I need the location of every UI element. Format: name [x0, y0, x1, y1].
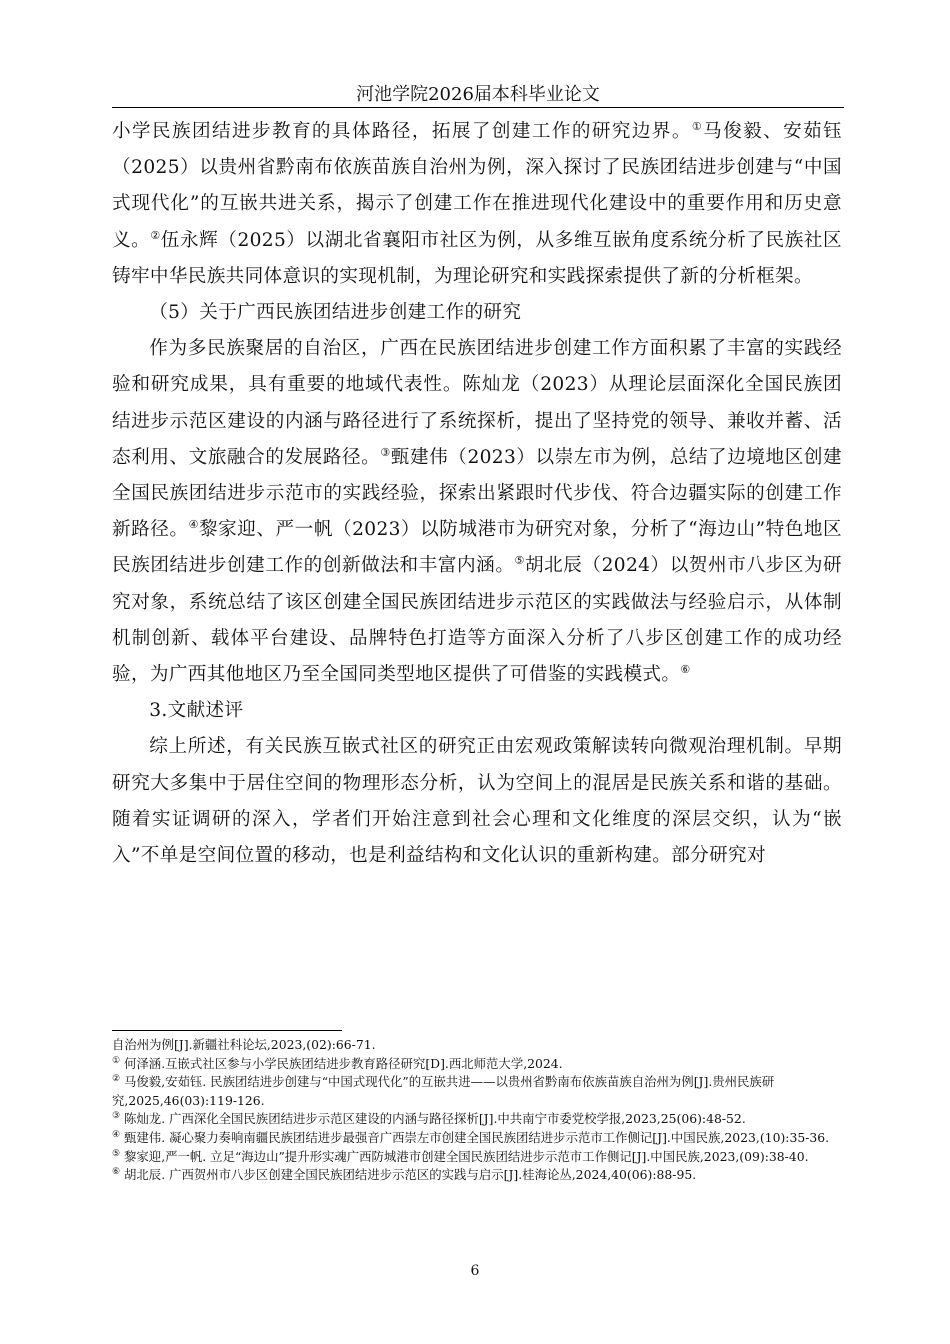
- page-number: 6: [470, 1263, 480, 1279]
- header-rule: [112, 107, 844, 108]
- footnote-mark: ②: [112, 1074, 121, 1085]
- paragraph: [112, 331, 842, 693]
- paragraph-text: 马俊毅、安茹钰（2025）以贵州省黔南布依族苗族自治州为例，深入探讨了民族团结进步创建与“中国式现代化”的互嵌共进关系，揭示了创建工作在推进现代化建设中的重要作用和历史意义。: [112, 121, 842, 251]
- paragraph-text: 黎家迎、严一帆（2023）以防城港市为研究对象，分析了“海边山”特色地区民族团结进步创建工作的创新做法和丰富内涵。: [112, 519, 842, 577]
- footnote-text: 甄建伟. 凝心聚力奏响南疆民族团结进步最强音广西崇左市创建全国民族团结进步示范市工作侧记[J].中国民族,2023,(10):35-36.: [120, 1129, 830, 1145]
- footnote-ref[interactable]: ②: [150, 228, 161, 242]
- paragraph-text: 作为多民族聚居的自治区，广西在民族团结进步创建工作方面积累了丰富的实践经验和研究成果，具有重要的地域代表性。陈灿龙（2023）从理论层面深化全国民族团结进步示范区建设的内涵与路径进行了系统探析，提出了坚持党的领导、兼收并蓄、活态利用、文旅融合的发展路径。: [112, 338, 842, 468]
- footnote-item: [112, 1148, 842, 1167]
- footnote-ref[interactable]: ①: [691, 119, 704, 133]
- footnote-mark: ③: [112, 1111, 121, 1122]
- footnote-mark: ⑤: [112, 1148, 121, 1159]
- footnote-ref[interactable]: ⑥: [680, 662, 691, 676]
- paragraph-text: 伍永辉（2025）以湖北省襄阳市社区为例，从多维互嵌角度系统分析了民族社区铸牢中华民族共同体意识的实现机制，为理论研究和实践探索提供了新的分析框架。: [112, 229, 842, 287]
- footnote-text: 马俊毅,安茹钰. 民族团结进步创建与“中国式现代化”的互嵌共进——以贵州省黔南布依族苗族自治州为例[J].贵州民族研究,2025,46(03):119-126.: [112, 1074, 775, 1108]
- paragraph-text: 胡北辰（2024）以贺州市八步区为研究对象，系统总结了该区创建全国民族团结进步示范区的实践做法与经验启示，从体制机制创新、载体平台建设、品牌特色打造等方面深入分析了八步区创建工作的成功经验，为广西其他地区乃至全国同类型地区提供了可借鉴的实践模式。: [112, 555, 842, 686]
- footnote-item: [112, 1166, 842, 1185]
- footnote-item: [112, 1073, 842, 1110]
- section-heading: 3.文献述评: [149, 700, 244, 722]
- footnote-text: 胡北辰. 广西贺州市八步区创建全国民族团结进步示范区的实践与启示[J].桂海论丛,2024,40(06):88-95.: [120, 1167, 697, 1183]
- footnote-ref[interactable]: ④: [188, 518, 199, 532]
- paragraph-text: 甄建伟（2023）以崇左市为例，总结了边境地区创建全国民族团结进步示范市的实践经验，探索出紧跟时代步伐、符合边疆实际的创建工作新路径。: [112, 446, 842, 541]
- footnote-text: 陈灿龙. 广西深化全国民族团结进步示范区建设的内涵与路径探析[J].中共南宁市委党校学报,2023,25(06):48-52.: [120, 1111, 746, 1127]
- section-heading: （5）关于广西民族团结进步创建工作的研究: [149, 302, 522, 324]
- footnote-mark: ①: [112, 1055, 121, 1066]
- footnote-rule: [112, 1030, 342, 1031]
- paragraph-text: 小学民族团结进步教育的具体路径，拓展了创建工作的研究边界。: [112, 121, 692, 142]
- paragraph: 综上所述，有关民族互嵌式社区的研究正由宏观政策解读转向微观治理机制。早期研究大多集中于居住空间的物理形态分析，认为空间上的混居是民族关系和谐的基础。随着实证调研的深入，学者们开始注意到社会心理和文化维度的深层交织，认为“嵌入”不单是空间位置的移动，也是利益结构和文化认识的重新构建。部分研究对: [112, 736, 842, 867]
- footnote-ref[interactable]: ⑤: [514, 554, 525, 568]
- footnote-continued: 自治州为例[J].新疆社科论坛,2023,(02):66-71.: [112, 1037, 376, 1052]
- footnotes: [112, 1036, 842, 1185]
- paragraph-continued: [112, 114, 842, 295]
- footnote-item: [112, 1055, 842, 1074]
- footnote-item: [112, 1129, 842, 1148]
- footnote-ref[interactable]: ③: [380, 445, 391, 459]
- running-header: 河池学院2026届本科毕业论文: [356, 84, 600, 105]
- body-text: [112, 114, 842, 874]
- footnote-mark: ⑥: [112, 1167, 121, 1178]
- footnote-mark: ④: [112, 1129, 121, 1140]
- footnote-text: 何泽涵.互嵌式社区参与小学民族团结进步教育路径研究[D].西北师范大学,2024.: [120, 1055, 563, 1071]
- footnote-item: [112, 1110, 842, 1129]
- footnote-text: 黎家迎,严一帆. 立足“海边山”提升形实魂广西防城港市创建全国民族团结进步示范市工作侧记[J].中国民族,2023,(09):38-40.: [120, 1148, 809, 1164]
